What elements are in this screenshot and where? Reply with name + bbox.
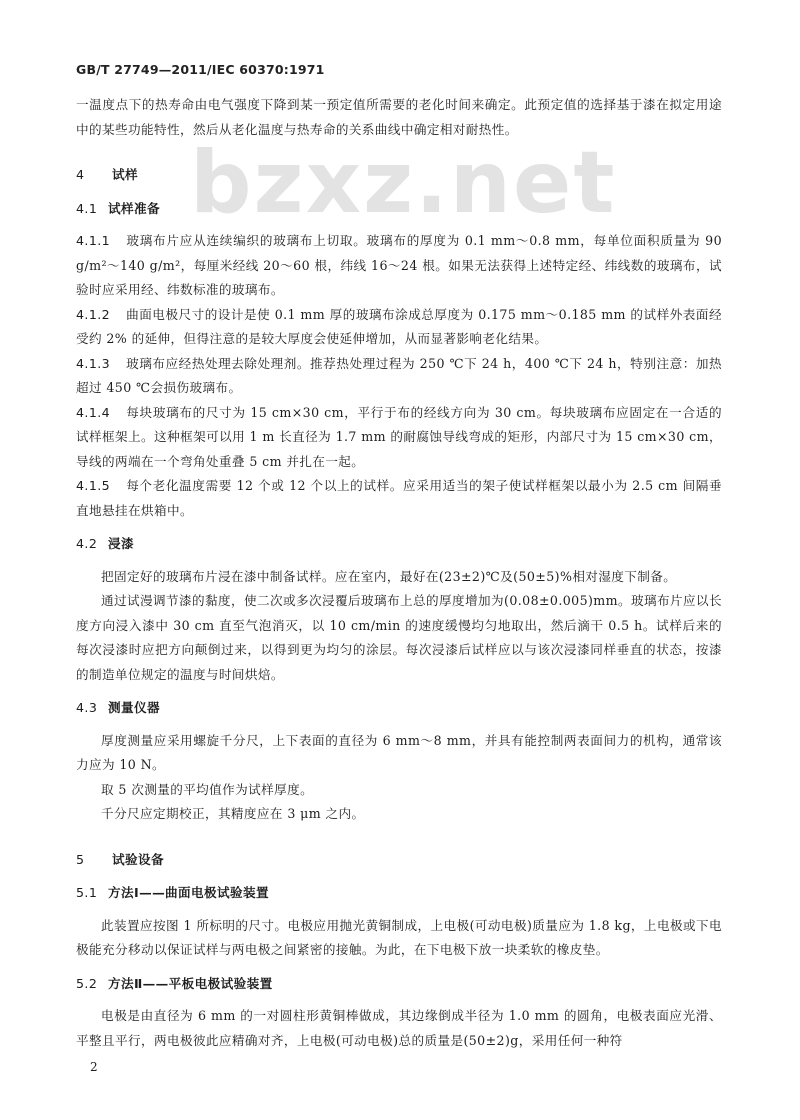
subsection-heading-4-2 (76, 532, 722, 557)
subsection-number: 4.1 (76, 200, 98, 216)
subsection-number: 5.1 (76, 885, 98, 900)
clause-text: 每块玻璃布的尺寸为 15 cm×30 cm，平行于布的经线方向为 30 cm。每块玻璃布应固定在一合适的试样框架上。这种框架可以用 1 m 长直径为 1.7 mm 的耐腐蚀导线弯成的矩形，内部尺寸为 15 cm×30 cm，导线的两端在一个弯角处重叠 5 cm 并扎在一起。 (76, 404, 722, 469)
clause-number: 4.1.3 (76, 355, 111, 371)
clause-number: 4.1.2 (76, 306, 111, 322)
subsection-heading-4-3 (76, 696, 722, 721)
page-number: 2 (90, 1060, 98, 1074)
clause-number: 4.1.1 (76, 233, 111, 248)
clause-4-1-4 (76, 401, 722, 475)
paragraph-4-3-a: 厚度测量应采用螺旋千分尺，上下表面的直径为 6 mm～8 mm，并具有能控制两表面间力的机构，通常该力应为 10 N。 (76, 732, 722, 772)
paragraph-4-2-a: 把固定好的玻璃布片浸在漆中制备试样。应在室内，最好在(23±2)℃及(50±5)%相对湿度下制备。 (101, 568, 677, 584)
section-heading-5 (76, 848, 722, 873)
paragraph-4-2-b: 通过试漫调节漆的黏度，使二次或多次浸覆后玻璃布上总的厚度增加为(0.08±0.005)mm。玻璃布片应以长度方向浸入漆中 30 cm 直至气泡消灭，以 10 cm/min 的速度缓慢均匀地取出，然后滴干 0.5 h。试样后来的每次浸漆时应把方向颠倒过来，以得到更为均匀的涂层。每次浸漆后试样应以与该次浸漆同样垂直的状态，按漆的制造单位规定的温度与时间烘焙。 (76, 593, 722, 682)
clause-number: 4.1.4 (76, 404, 111, 420)
subsection-title: 方法Ⅰ——曲面电极试验装置 (108, 885, 270, 900)
clause-4-1-2 (76, 303, 722, 352)
section-title: 试验设备 (112, 851, 164, 867)
subsection-heading-4-1 (76, 197, 722, 222)
section-heading-4 (76, 163, 722, 188)
subsection-number: 4.3 (76, 700, 98, 715)
watermark-text: bzxz.net (190, 133, 617, 233)
subsection-number: 4.2 (76, 536, 98, 551)
paragraph-4-3-c: 千分尺应定期校正，其精度应在 3 μm 之内。 (101, 806, 365, 821)
subsection-heading-5-2 (76, 972, 722, 997)
paragraph-5-2: 电极是由直径为 6 mm 的一对圆柱形黄铜棒做成，其边缘倒成半径为 1.0 mm 的圆角，电极表面应光滑、平整且平行，两电极彼此应精确对齐，上电极(可动电极)总的质量是(50±2)g，采用任何一种符 (76, 1008, 722, 1048)
subsection-heading-5-1 (76, 881, 722, 906)
clause-text: 玻璃布应经热处理去除处理剂。推荐热处理过程为 250 ℃下 24 h，400 ℃下 24 h，特别注意：加热超过 450 ℃会损伤玻璃布。 (76, 355, 722, 395)
clause-number: 4.1.5 (76, 478, 111, 493)
subsection-number: 5.2 (76, 975, 98, 991)
section-number: 5 (76, 851, 85, 867)
intro-paragraph: 一温度点下的热寿命由电气强度下降到某一预定值所需要的老化时间来确定。此预定值的选择基于漆在拟定用途中的某些功能特性，然后从老化温度与热寿命的关系曲线中确定相对耐热性。 (76, 97, 722, 137)
document-body (76, 93, 722, 1053)
clause-text: 曲面电极尺寸的设计是使 0.1 mm 厚的玻璃布涂成总厚度为 0.175 mm～0.185 mm 的试样外表面经受约 2% 的延伸，但得注意的是较大厚度会使延伸增加，从而显著影响老化结果。 (76, 306, 722, 346)
clause-text: 玻璃布片应从连续编织的玻璃布上切取。玻璃布的厚度为 0.1 mm～0.8 mm，每单位面积质量为 90 g/m²～140 g/m²，每厘米经线 20～60 根，纬线 16～24 根。如果无法获得上述特定经、纬线数的玻璃布，试验时应采用经、纬数标准的玻璃布。 (76, 233, 722, 297)
paragraph-4-3-b: 取 5 次测量的平均值作为试样厚度。 (101, 781, 314, 797)
subsection-title: 浸漆 (108, 536, 134, 551)
clause-4-1-3 (76, 352, 722, 401)
section-title: 试样 (112, 167, 138, 182)
clause-4-1-1 (76, 229, 722, 303)
subsection-title: 测量仪器 (108, 700, 160, 715)
clause-text: 每个老化温度需要 12 个或 12 个以上的试样。应采用适当的架子使试样框架以最小为 2.5 cm 间隔垂直地悬挂在烘箱中。 (76, 478, 722, 518)
subsection-title: 方法Ⅱ——平板电极试验装置 (108, 975, 273, 991)
paragraph-5-1: 此装置应按图 1 所标明的尺寸。电极应用抛光黄铜制成，上电极(可动电极)质量应为 1.8 kg，上电极或下电极能充分移动以保证试样与两电极之间紧密的接触。为此，在下电极下放一块柔软的橡皮垫。 (76, 917, 722, 957)
section-number: 4 (76, 167, 85, 182)
standard-code-header: GB/T 27749—2011/IEC 60370:1971 (76, 62, 325, 77)
subsection-title: 试样准备 (108, 200, 160, 216)
clause-4-1-5 (76, 474, 722, 523)
